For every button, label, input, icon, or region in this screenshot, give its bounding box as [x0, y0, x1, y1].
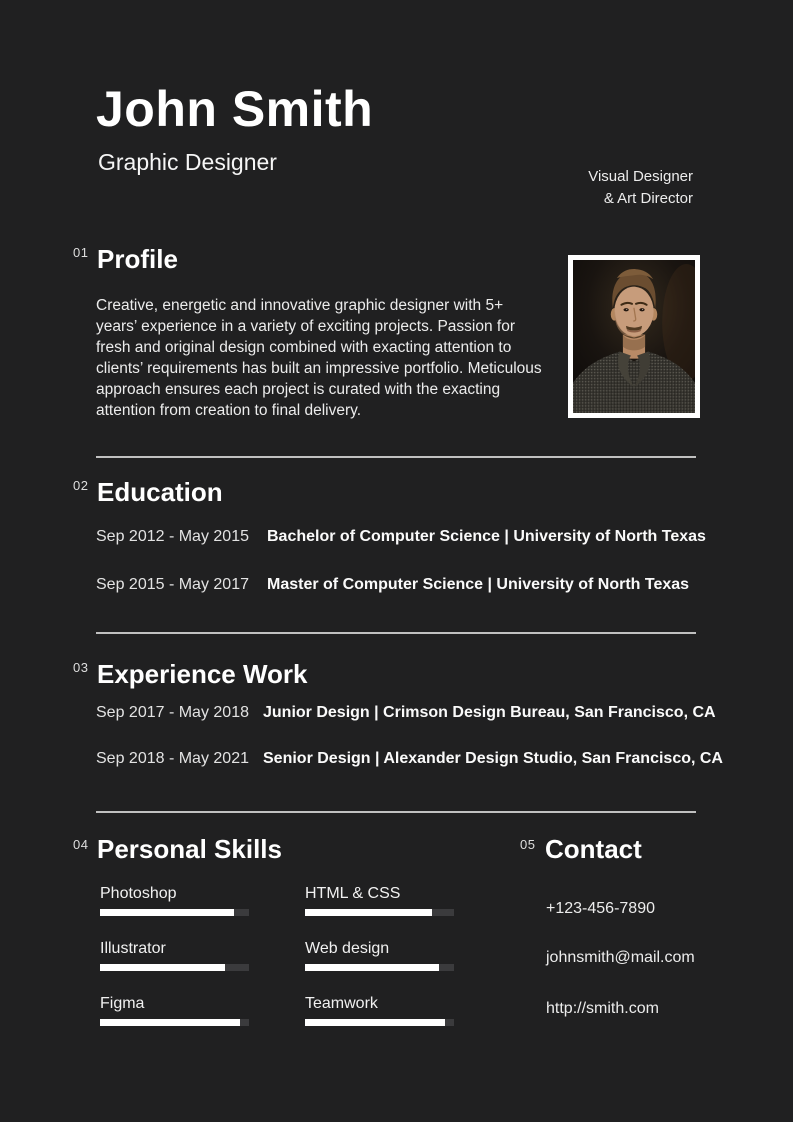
skill-bar-fill — [305, 964, 439, 971]
skill-bar-fill — [100, 964, 225, 971]
tagline-line-2: & Art Director — [603, 189, 693, 207]
portrait-photo — [568, 255, 700, 418]
section-number-contact: 05 — [520, 837, 536, 852]
experience-dates: Sep 2018 - May 2021 — [96, 750, 249, 767]
section-heading-profile: Profile — [97, 244, 178, 274]
skill-item — [100, 884, 249, 916]
education-row — [96, 527, 706, 546]
portrait-illustration — [573, 260, 695, 413]
skill-label: Teamwork — [305, 995, 378, 1012]
skill-item — [305, 939, 454, 971]
section-number-education: 02 — [73, 478, 89, 493]
skills-grid — [100, 884, 454, 1026]
skill-label: Illustrator — [100, 940, 166, 957]
skill-item — [100, 994, 249, 1026]
skill-item — [305, 994, 454, 1026]
skill-bar-track — [100, 964, 249, 971]
experience-dates: Sep 2017 - May 2018 — [96, 704, 249, 721]
experience-detail: Senior Design | Alexander Design Studio, San Francisco, CA — [263, 750, 723, 767]
skill-label: Web design — [305, 940, 390, 957]
skill-bar-fill — [100, 1019, 240, 1026]
person-name: John Smith — [96, 81, 374, 137]
contact-email: johnsmith@mail.com — [546, 949, 695, 966]
skill-bar-track — [305, 964, 454, 971]
section-number-skills: 04 — [73, 837, 89, 852]
skill-bar-track — [100, 1019, 249, 1026]
education-dates: Sep 2015 - May 2017 — [96, 576, 249, 593]
skill-label: Figma — [100, 995, 145, 1012]
section-heading-contact: Contact — [545, 834, 642, 864]
education-row — [96, 575, 689, 594]
section-heading-experience: Experience Work — [97, 659, 308, 689]
section-number-profile: 01 — [73, 245, 89, 260]
section-number-experience: 03 — [73, 660, 89, 675]
education-detail: Master of Computer Science | University of North Texas — [267, 576, 690, 593]
skill-label: Photoshop — [100, 885, 177, 902]
skill-item — [305, 884, 454, 916]
skill-item — [100, 939, 249, 971]
skill-bar-track — [305, 1019, 454, 1026]
tagline-line-1: Visual Designer — [588, 168, 693, 185]
skill-label: HTML & CSS — [305, 885, 401, 902]
section-divider — [96, 811, 696, 813]
profile-text: Creative, energetic and innovative graphic designer with 5+ years’ experience in a variety of exciting projects. Passion for fresh and original design combined with exacting attention to clients’ requirements has built an impressive portfolio. Meticulous approach ensures each project is curated with the exacting attention from creation to final delivery. — [96, 297, 542, 419]
job-title: Graphic Designer — [98, 149, 277, 175]
skill-bar-track — [100, 909, 249, 916]
section-heading-education: Education — [97, 477, 223, 507]
skill-bar-track — [305, 909, 454, 916]
section-divider — [96, 456, 696, 458]
experience-row — [96, 703, 716, 722]
experience-detail: Junior Design | Crimson Design Bureau, San Francisco, CA — [263, 704, 716, 721]
education-dates: Sep 2012 - May 2015 — [96, 528, 249, 545]
contact-phone: +123-456-7890 — [546, 900, 655, 917]
skill-bar-fill — [305, 909, 432, 916]
skill-bar-fill — [305, 1019, 445, 1026]
contact-website: http://smith.com — [546, 1000, 659, 1017]
section-divider — [96, 632, 696, 634]
section-heading-skills: Personal Skills — [97, 834, 282, 864]
experience-row — [96, 749, 723, 768]
skill-bar-fill — [100, 909, 234, 916]
tagline — [588, 166, 693, 209]
education-detail: Bachelor of Computer Science | University of North Texas — [267, 528, 706, 545]
